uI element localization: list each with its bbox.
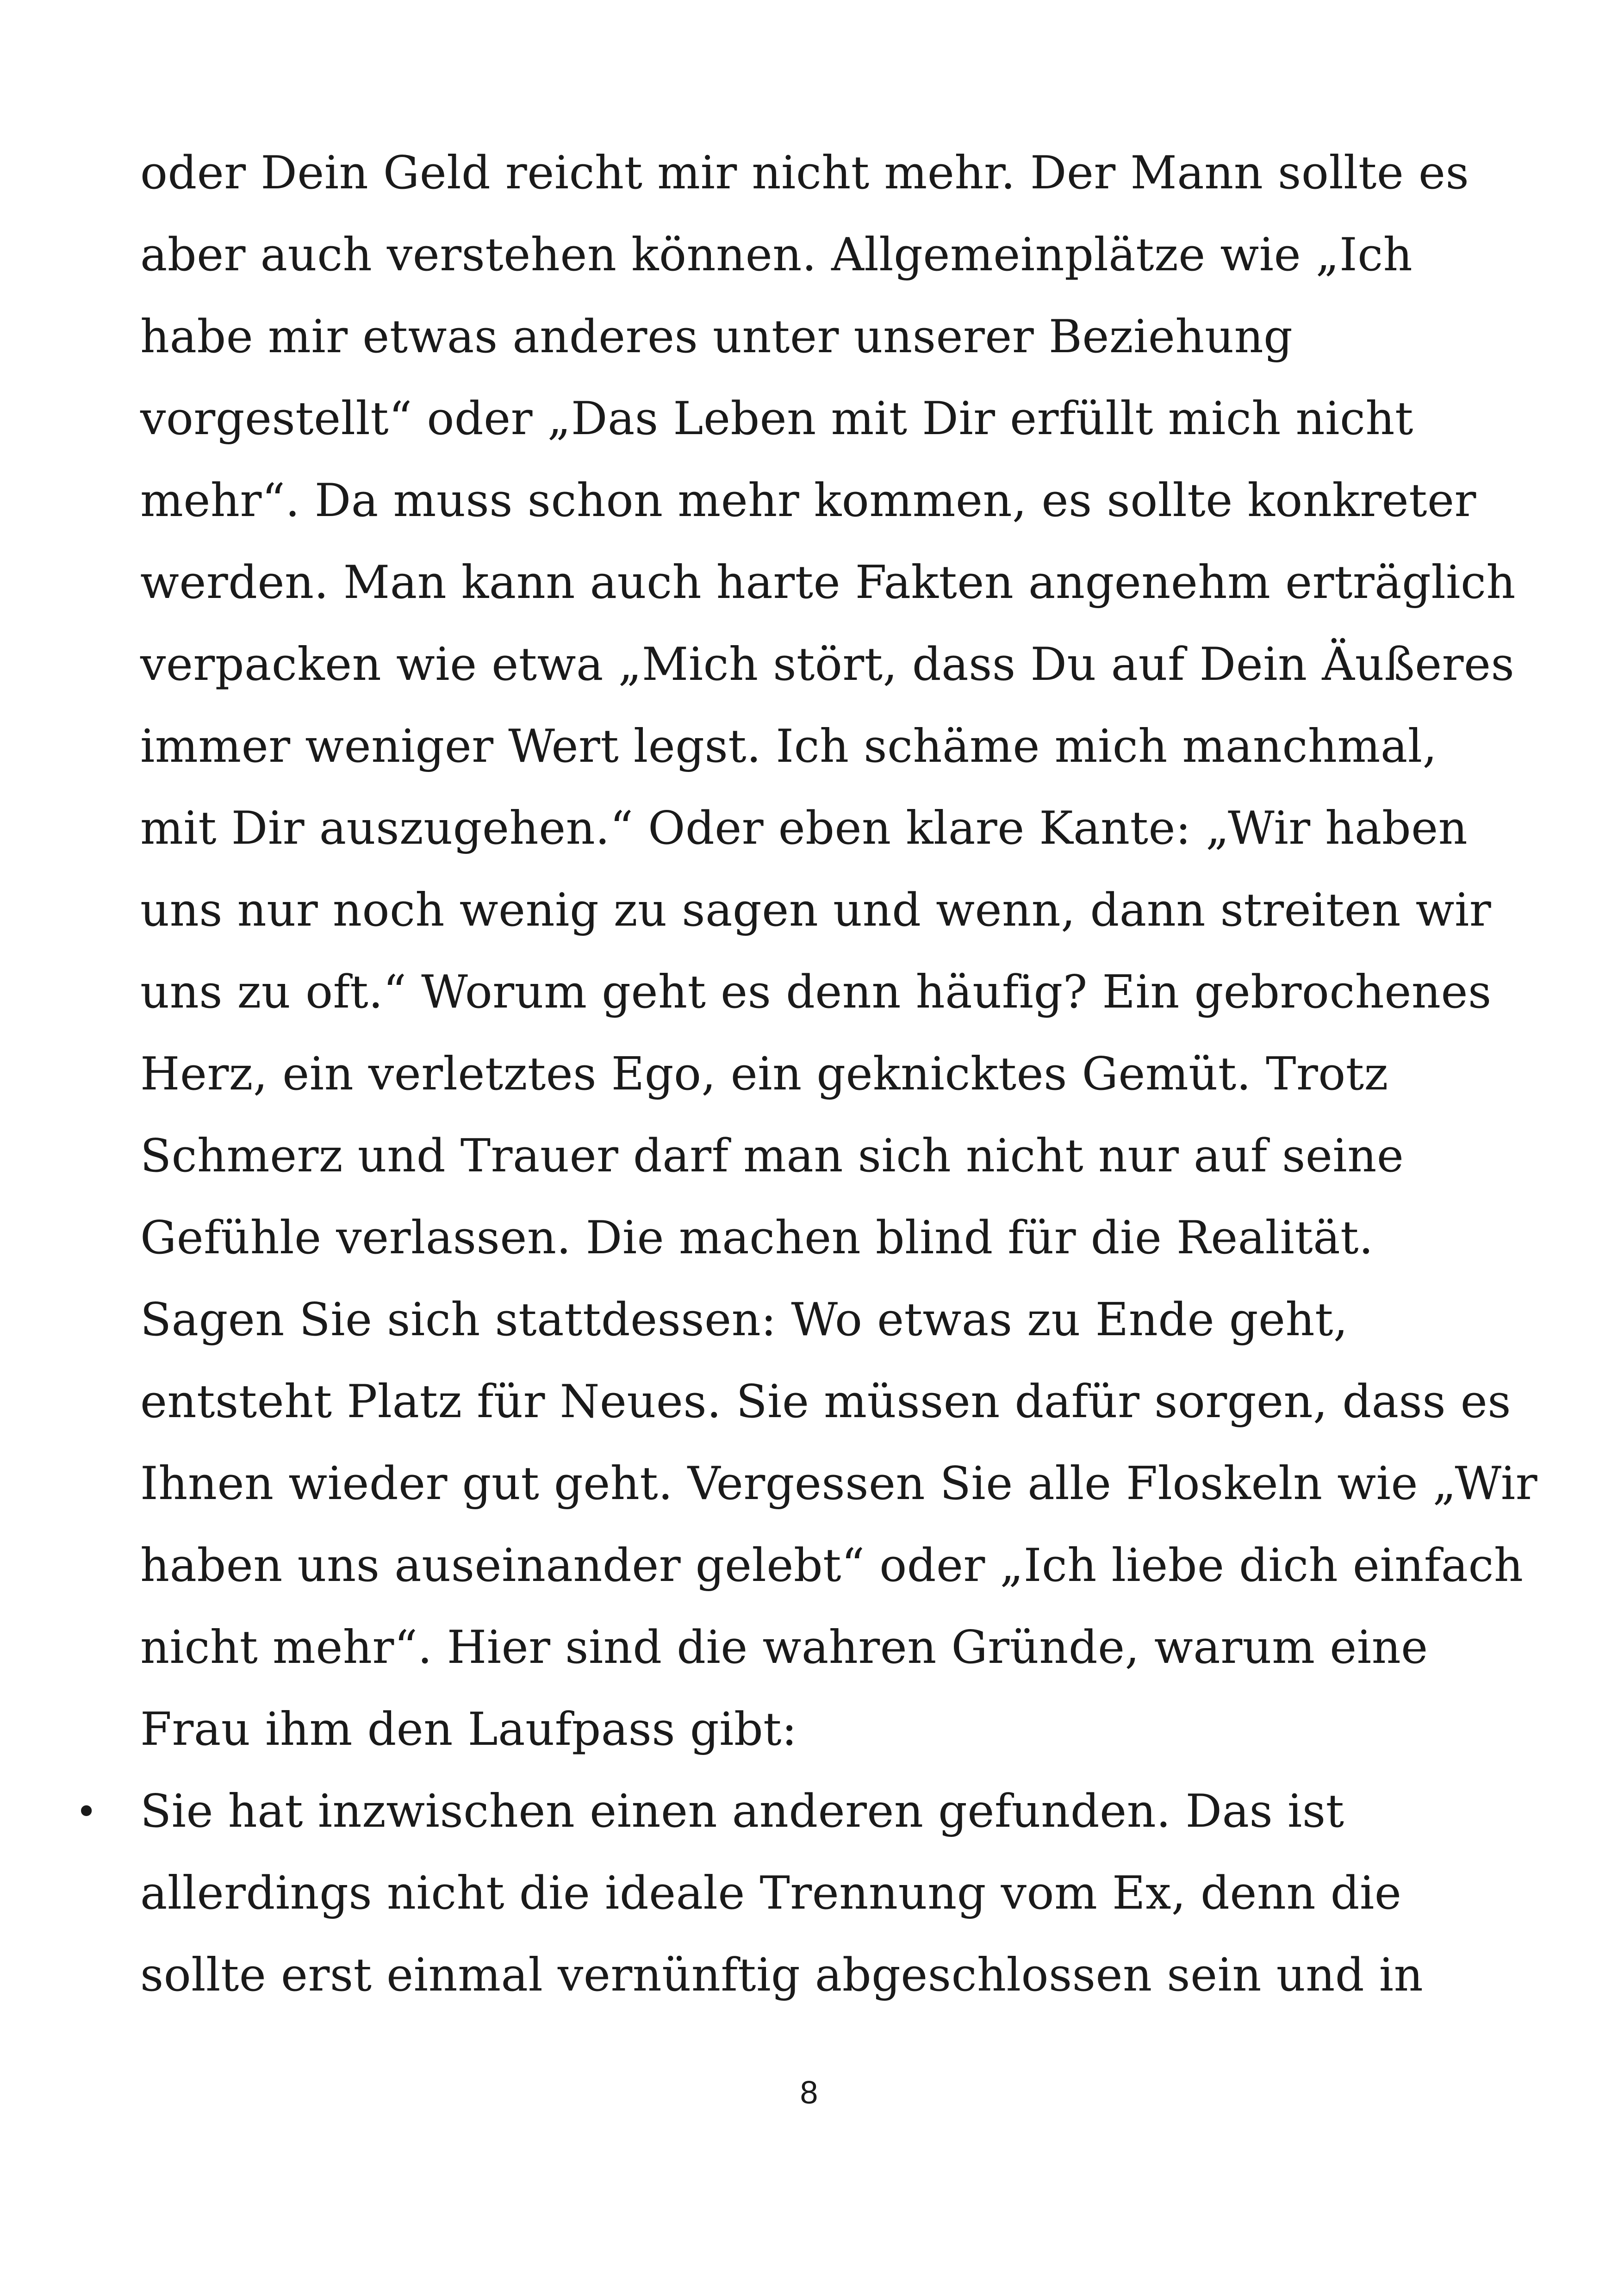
bullet-marker: • bbox=[75, 1790, 98, 1833]
text-line: mit Dir auszugehen.“ Oder eben klare Kante: „Wir haben bbox=[140, 802, 1468, 855]
text-line: entsteht Platz für Neues. Sie müssen dafür sorgen, dass es bbox=[140, 1375, 1512, 1428]
text-line: werden. Man kann auch harte Fakten angenehm erträglich bbox=[140, 556, 1516, 609]
text-line: immer weniger Wert legst. Ich schäme mich manchmal, bbox=[140, 720, 1438, 773]
text-line: allerdings nicht die ideale Trennung vom Ex, denn die bbox=[140, 1867, 1402, 1920]
body-text bbox=[75, 132, 1538, 2016]
text-line: verpacken wie etwa „Mich stört, dass Du auf Dein Äußeres bbox=[140, 638, 1515, 691]
text-line: uns zu oft.“ Worum geht es denn häufig? Ein gebrochenes bbox=[140, 966, 1492, 1019]
text-line: Sie hat inzwischen einen anderen gefunden. Das ist bbox=[140, 1785, 1344, 1838]
text-line: uns nur noch wenig zu sagen und wenn, dann streiten wir bbox=[140, 884, 1492, 937]
text-line: Gefühle verlassen. Die machen blind für die Realität. bbox=[140, 1212, 1374, 1264]
page-number: 8 bbox=[800, 2074, 818, 2110]
text-line: sollte erst einmal vernünftig abgeschlossen sein und in bbox=[140, 1949, 1424, 2002]
bullet-list-item bbox=[75, 1771, 1529, 2016]
text-line: Frau ihm den Laufpass gibt: bbox=[140, 1703, 797, 1756]
text-line: Herz, ein verletztes Ego, ein geknicktes Gemüt. Trotz bbox=[140, 1048, 1388, 1101]
text-line: Sagen Sie sich stattdessen: Wo etwas zu Ende geht, bbox=[140, 1294, 1348, 1346]
text-line: nicht mehr“. Hier sind die wahren Gründe, warum eine bbox=[140, 1621, 1428, 1674]
text-line: Schmerz und Trauer darf man sich nicht nur auf seine bbox=[140, 1130, 1404, 1182]
text-line: haben uns auseinander gelebt“ oder „Ich liebe dich einfach bbox=[140, 1539, 1524, 1592]
text-line: aber auch verstehen können. Allgemeinplätze wie „Ich bbox=[140, 229, 1413, 281]
text-line: habe mir etwas anderes unter unserer Beziehung bbox=[140, 311, 1293, 363]
text-line: oder Dein Geld reicht mir nicht mehr. Der Mann sollte es bbox=[140, 147, 1469, 199]
text-line: Ihnen wieder gut geht. Vergessen Sie alle Floskeln wie „Wir bbox=[140, 1457, 1538, 1510]
text-line: mehr“. Da muss schon mehr kommen, es sollte konkreter bbox=[140, 474, 1476, 527]
text-line: vorgestellt“ oder „Das Leben mit Dir erfüllt mich nicht bbox=[140, 392, 1413, 445]
